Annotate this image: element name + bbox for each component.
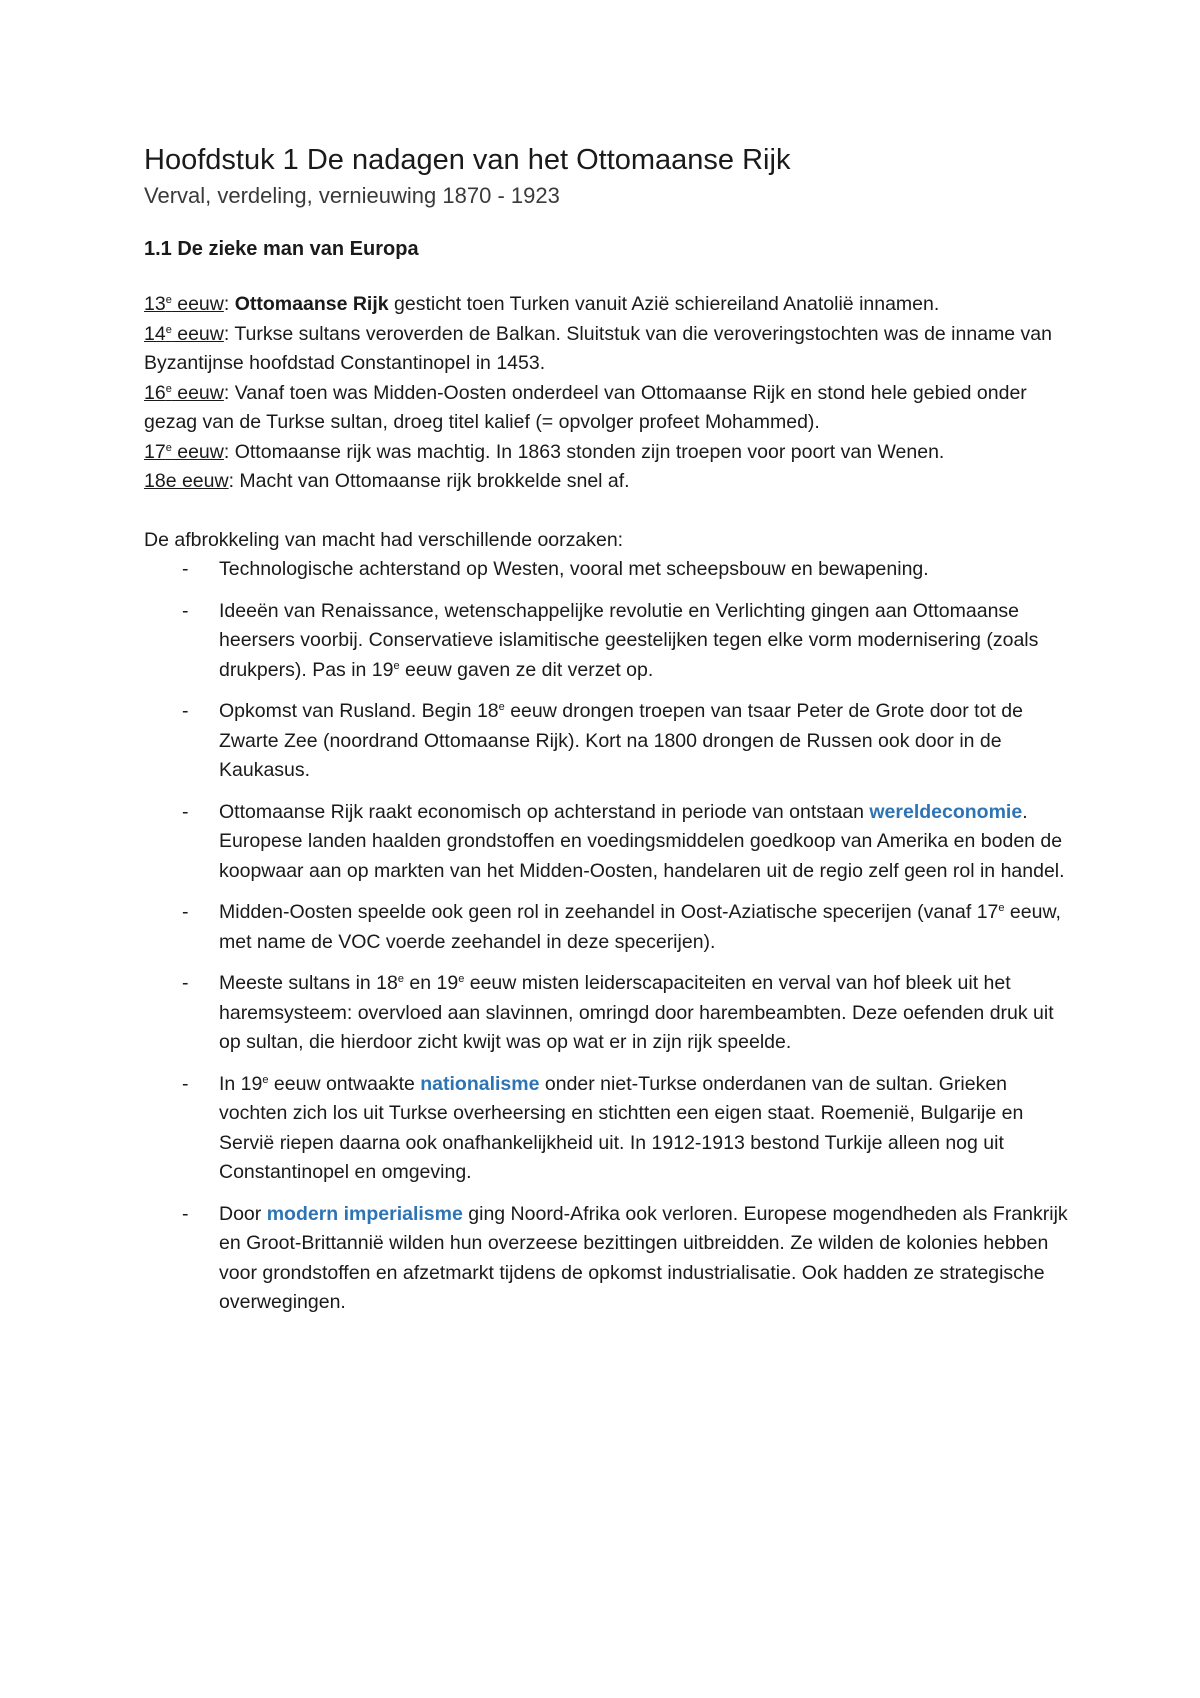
list-item: - In 19e eeuw ontwaakte nationalisme onder niet-Turkse onderdanen van de sultan. Grieken vochten zich los uit Turkse overheersing en stichtten een eigen staat. Roemenië, Bulgarije en Servië riepen daarna ook onafhankelijkheid uit. In 1912-1913 bestond Turkije alleen nog uit Constantinopel en omgeving. <box>144 1070 1074 1188</box>
bullet-dash: - <box>182 599 189 622</box>
century-label: 14e eeuw <box>144 322 224 345</box>
list-item: - Ideeën van Renaissance, wetenschappelijke revolutie en Verlichting gingen aan Ottomaanse heersers voorbij. Conservatieve islamitische geestelijken tegen elke vorm modernisering (zoals drukpers). Pas in 19e eeuw gaven ze dit verzet op. <box>144 597 1074 686</box>
bullet-dash: - <box>182 1072 189 1095</box>
page-title: Hoofdstuk 1 De nadagen van het Ottomaanse Rijk <box>144 144 791 176</box>
list-item: - Door modern imperialisme ging Noord-Afrika ook verloren. Europese mogendheden als Frankrijk en Groot-Brittannië wilden hun overzeese bezittingen uitbreidden. Ze wilden de kolonies hebben voor grondstoffen en afzetmarkt tijdens de opkomst industrialisatie. Ook hadden ze strategische overwegingen. <box>144 1200 1074 1318</box>
keyword-modern-imperialisme: modern imperialisme <box>266 1202 463 1225</box>
list-item: - Meeste sultans in 18e en 19e eeuw misten leiderscapaciteiten en verval van hof bleek uit het haremsysteem: overvloed aan slavinnen, omringd door harembeambten. Deze oefenden druk uit op sultan, die hierdoor zicht kwijt was op wat er in zijn rijk speelde. <box>144 969 1074 1058</box>
bullet-dash: - <box>182 800 189 823</box>
bullet-dash: - <box>182 972 189 994</box>
timeline-item: 18e eeuw: Macht van Ottomaanse rijk brokkelde snel af. <box>144 470 630 492</box>
list-item: - Midden-Oosten speelde ook geen rol in zeehandel in Oost-Aziatische specerijen (vanaf 17e eeuw, met name de VOC voerde zeehandel in deze specerijen). <box>144 898 1074 957</box>
list-item: - Ottomaanse Rijk raakt economisch op achterstand in periode van ontstaan wereldeconomie. Europese landen haalden grondstoffen en voedingsmiddelen goedkoop van Amerika en boden de koopwaar aan op markten van het Midden-Oosten, handelaren uit de regio zelf geen rol in handel. <box>144 798 1074 887</box>
bullet-dash: - <box>182 1202 189 1225</box>
bullet-dash: - <box>182 558 189 580</box>
century-label: 18e eeuw <box>144 470 229 492</box>
bullet-dash: - <box>182 901 189 923</box>
causes-intro: De afbrokkeling van macht had verschillende oorzaken: <box>144 528 624 551</box>
keyword-wereldeconomie: wereldeconomie <box>869 800 1023 823</box>
keyword-nationalisme: nationalisme <box>420 1072 540 1095</box>
causes-list <box>144 555 1074 1318</box>
timeline-item: 17e eeuw: Ottomaanse rijk was machtig. In 1863 stonden zijn troepen voor poort van Wenen. <box>144 440 945 463</box>
timeline-item: 16e eeuw: Vanaf toen was Midden-Oosten onderdeel van Ottomaanse Rijk en stond hele gebied onder gezag van de Turkse sultan, droeg titel kalief (= opvolger profeet Mohammed). <box>144 381 1027 433</box>
page-subtitle: Verval, verdeling, vernieuwing 1870 - 1923 <box>144 183 560 208</box>
document-content <box>144 140 1074 1330</box>
century-label: 17e eeuw <box>144 440 224 463</box>
bullet-dash: - <box>182 700 189 722</box>
bold-term: Ottomaanse Rijk <box>234 293 389 315</box>
timeline-item: 13e eeuw: Ottomaanse Rijk gesticht toen Turken vanuit Azië schiereiland Anatolië innamen. <box>144 293 940 315</box>
list-item: - Opkomst van Rusland. Begin 18e eeuw drongen troepen van tsaar Peter de Grote door tot de Zwarte Zee (noordrand Ottomaanse Rijk). Kort na 1800 drongen de Russen ook door in de Kaukasus. <box>144 697 1074 786</box>
timeline-item: 14e eeuw: Turkse sultans veroverden de Balkan. Sluitstuk van die veroveringstochten was de inname van Byzantijnse hoofdstad Constantinopel in 1453. <box>144 322 1053 374</box>
section-heading: 1.1 De zieke man van Europa <box>144 238 419 260</box>
century-label: 13e eeuw <box>144 293 224 315</box>
list-item: - Technologische achterstand op Westen, vooral met scheepsbouw en bewapening. <box>144 555 1074 585</box>
timeline <box>144 290 1074 497</box>
century-label: 16e eeuw <box>144 381 224 404</box>
